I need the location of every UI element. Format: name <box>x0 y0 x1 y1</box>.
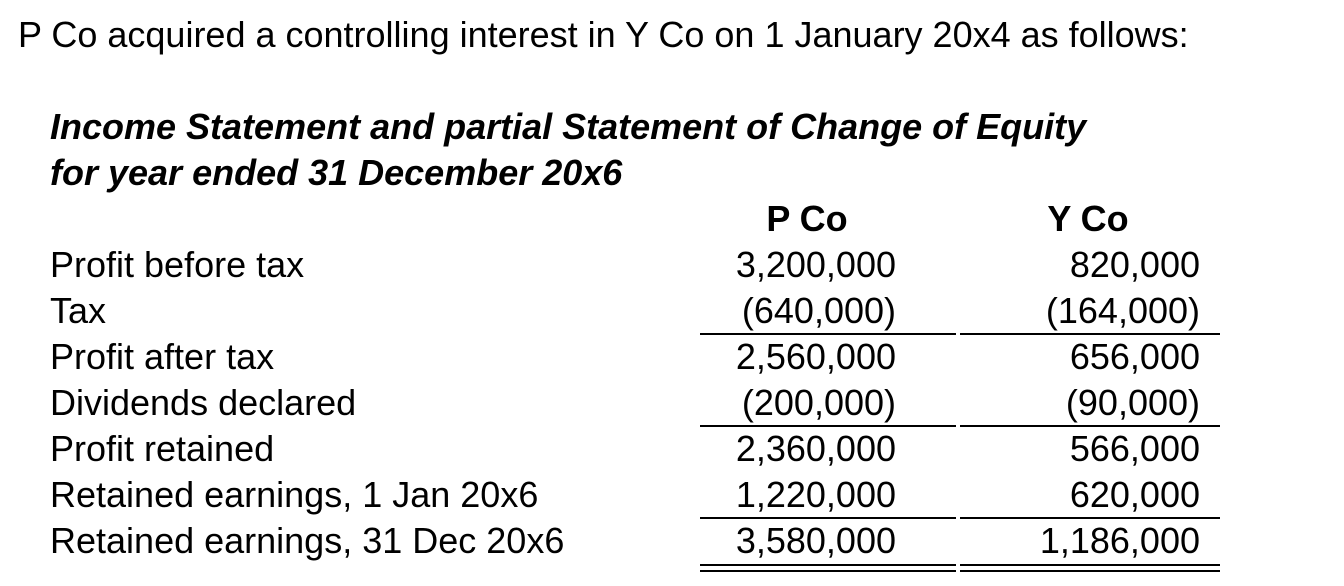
table-row <box>0 472 1344 518</box>
y-co-value: 656,000 <box>1069 336 1200 377</box>
table-row <box>0 288 1344 334</box>
subtotal-rule <box>960 333 1220 335</box>
table-row <box>0 426 1344 472</box>
row-label: Profit before tax <box>50 244 305 285</box>
column-header-y-co: Y Co <box>1047 198 1129 239</box>
p-co-value: 3,580,000 <box>735 520 896 561</box>
statement-title-line-1: Income Statement and partial Statement of Change of Equity <box>50 106 1087 147</box>
subtotal-rule <box>700 333 956 335</box>
row-label: Profit after tax <box>50 336 275 377</box>
y-co-value: 566,000 <box>1069 428 1200 469</box>
p-co-value: 2,360,000 <box>735 428 896 469</box>
p-co-value: (200,000) <box>741 382 896 423</box>
p-co-value: 3,200,000 <box>735 244 896 285</box>
p-co-value: (640,000) <box>741 290 896 331</box>
subtotal-rule <box>700 517 956 519</box>
statement-table <box>0 242 1344 564</box>
y-co-value: (90,000) <box>1065 382 1200 423</box>
row-label: Profit retained <box>50 428 275 469</box>
y-co-value: 1,186,000 <box>1039 520 1200 561</box>
total-double-rule <box>700 564 956 566</box>
p-co-value: 2,560,000 <box>735 336 896 377</box>
y-co-value: 620,000 <box>1069 474 1200 515</box>
y-co-value: (164,000) <box>1045 290 1200 331</box>
subtotal-rule <box>960 517 1220 519</box>
total-double-rule <box>700 570 956 572</box>
intro-text: P Co acquired a controlling interest in Y Co on 1 January 20x4 as follows: <box>18 14 1189 55</box>
row-label: Dividends declared <box>50 382 357 423</box>
table-row <box>0 242 1344 288</box>
subtotal-rule <box>960 425 1220 427</box>
table-row <box>0 518 1344 564</box>
statement-title-line-2: for year ended 31 December 20x6 <box>50 152 623 193</box>
row-label: Retained earnings, 31 Dec 20x6 <box>50 520 565 561</box>
row-label: Retained earnings, 1 Jan 20x6 <box>50 474 539 515</box>
total-double-rule <box>960 570 1220 572</box>
row-label: Tax <box>50 290 107 331</box>
p-co-value: 1,220,000 <box>735 474 896 515</box>
y-co-value: 820,000 <box>1069 244 1200 285</box>
column-header-p-co: P Co <box>766 198 848 239</box>
subtotal-rule <box>700 425 956 427</box>
table-row <box>0 380 1344 426</box>
total-double-rule <box>960 564 1220 566</box>
table-row <box>0 334 1344 380</box>
